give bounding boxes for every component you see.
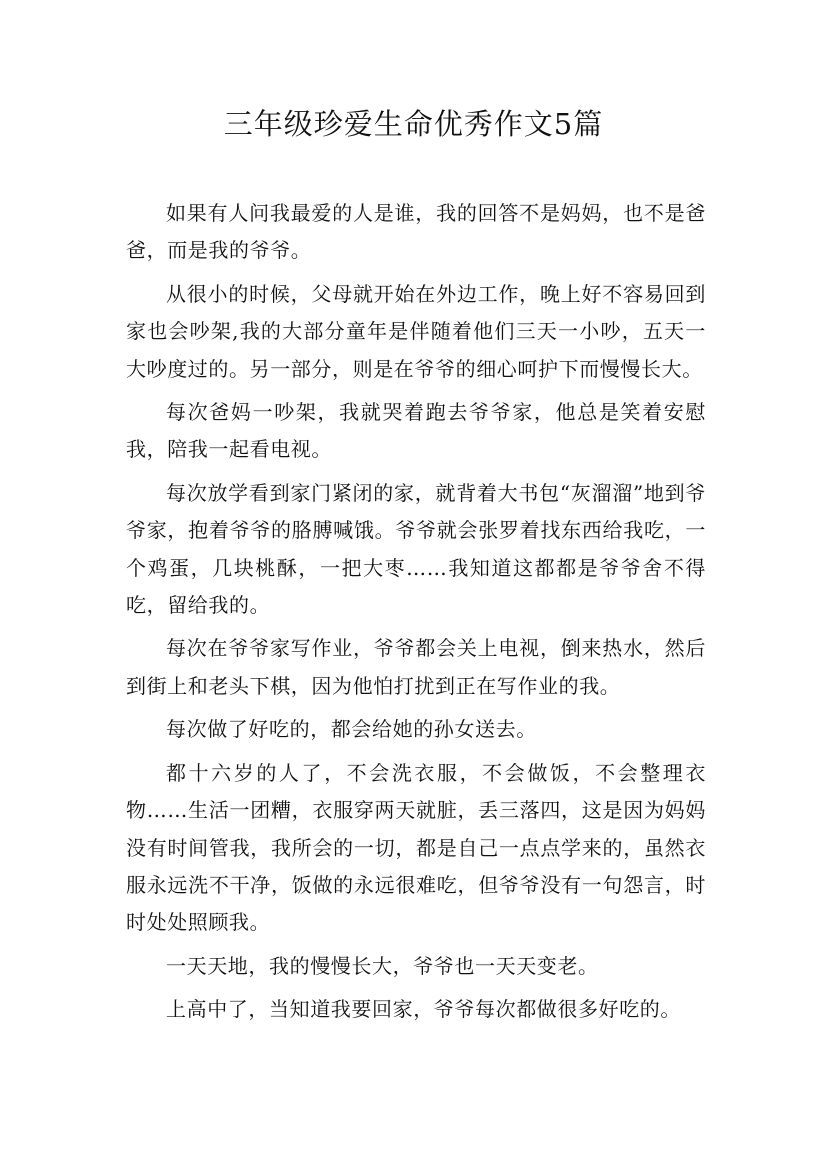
paragraph-5: 每次在爷爷家写作业，爷爷都会关上电视，倒来热水，然后到街上和老头下棋，因为他怕打扰到正在写作业的我。 <box>126 636 706 698</box>
paragraph-3: 每次爸妈一吵架，我就哭着跑去爷爷家，他总是笑着安慰我，陪我一起看电视。 <box>126 400 706 462</box>
paragraph-1: 如果有人问我最爱的人是谁，我的回答不是妈妈，也不是爸爸，而是我的爷爷。 <box>126 201 706 263</box>
paragraph-4: 每次放学看到家门紧闭的家，就背着大书包“灰溜溜”地到爷爷家，抱着爷爷的胳膊喊饿。爷爷就会张罗着找东西给我吃，一个鸡蛋，几块桃酥，一把大枣……我知道这都都是爷爷舍不得吃，留给我的。 <box>126 480 706 618</box>
page-title: 三年级珍爱生命优秀作文5篇 <box>223 107 604 141</box>
paragraph-2: 从很小的时候，父母就开始在外边工作，晚上好不容易回到家也会吵架,我的大部分童年是伴随着他们三天一小吵，五天一大吵度过的。另一部分，则是在爷爷的细心呵护下而慢慢长大。 <box>126 281 706 381</box>
paragraph-7: 都十六岁的人了，不会洗衣服，不会做饭，不会整理衣物……生活一团糟，衣服穿两天就脏，丢三落四，这是因为妈妈没有时间管我，我所会的一切，都是自己一点点学来的，虽然衣服永远洗不干净，饭做的永远很难吃，但爷爷没有一句怨言，时时处处照顾我。 <box>126 760 706 935</box>
paragraph-8: 一天天地，我的慢慢长大，爷爷也一天天变老。 <box>166 953 599 978</box>
paragraph-9: 上高中了，当知道我要回家，爷爷每次都做很多好吃的。 <box>166 997 681 1022</box>
paragraph-6: 每次做了好吃的，都会给她的孙女送去。 <box>166 717 537 742</box>
document-body <box>126 195 706 1035</box>
